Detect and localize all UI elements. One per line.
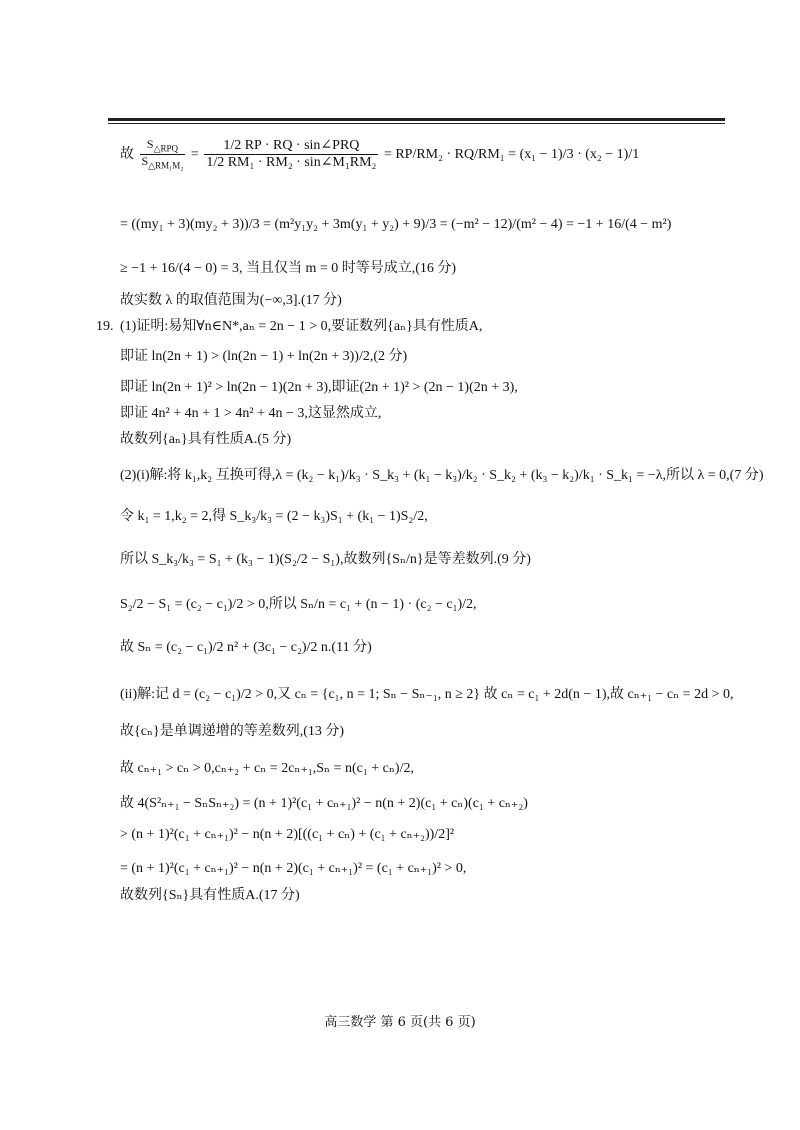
solution-line-simplify: = (n + 1)²(c₁ + cₙ₊₁)² − n(n + 2)(c₁ + cₙ₊₁)² = (c₁ + cₙ₊₁)² > 0, <box>120 861 467 876</box>
header-rule-thin <box>108 123 725 124</box>
solution-line-arithmetic: 所以 S_k₃/k₃ = S₁ + (k₃ − 1)(S₂/2 − S₁),故数列{Sₙ/n}是等差数列.(9 分) <box>120 552 531 567</box>
solution-line-final: 故数列{Sₙ}具有性质A.(17 分) <box>120 888 300 903</box>
solution-line-area-ratio: 故 $\frac{S_{\triangle RPQ}}{S_{\triangle RM_1M_2}}$ = $\frac{\text{1/2 RP · RQ · sin∠PRQ}}{\text{1/2 RM₁ · RM₂ · sin∠M₁RM₂}}$ = RP/RM₂ · RQ/RM₁ = (x₁ − 1)/3 · (x₂ − 1)/1 <box>120 137 640 171</box>
solution-line-sn-formula: 故 Sₙ = (c₂ − c₁)/2 n² + (3c₁ − c₂)/2 n.(11 分) <box>120 640 372 655</box>
solution-line-polynomial: 即证 4n² + 4n + 1 > 4n² + 4n − 3,这显然成立, <box>120 406 382 421</box>
solution-line-inequality: > (n + 1)²(c₁ + cₙ₊₁)² − n(n + 2)[((c₁ + cₙ) + (c₁ + cₙ₊₂))/2]² <box>120 827 455 842</box>
solution-line-increasing: 故{cₙ}是单调递增的等差数列,(13 分) <box>120 724 345 739</box>
solution-line-ln-square: 即证 ln(2n + 1)² > ln(2n − 1)(2n + 3),即证(2n + 1)² > (2n − 1)(2n + 3), <box>120 380 518 395</box>
header-rule-thick <box>108 118 725 121</box>
solution-line-sn-over-n: S₂/2 − S₁ = (c₂ − c₁)/2 > 0,所以 Sₙ/n = c₁ + (n − 1) · (c₂ − c₁)/2, <box>120 597 477 612</box>
solution-line-lambda-range: 故实数 λ 的取值范围为(−∞,3].(17 分) <box>120 293 342 308</box>
solution-line-bound: ≥ −1 + 16/(4 − 0) = 3, 当且仅当 m = 0 时等号成立,(16 分) <box>120 261 457 276</box>
solution-line-part2i-swap: (2)(i)解:将 k₁,k₂ 互换可得,λ = (k₂ − k₁)/k₃ · S_k₃ + (k₁ − k₃)/k₂ · S_k₂ + (k₃ − k₂)/k₁ · S_k₁ = −λ,所以 λ = 0,(7 分) <box>120 468 764 483</box>
problem-19-number: 19. <box>96 319 114 334</box>
solution-line-part1-conclusion: 故数列{aₙ}具有性质A.(5 分) <box>120 432 292 447</box>
solution-line-part2ii: (ii)解:记 d = (c₂ − c₁)/2 > 0,又 cₙ = {c₁, n = 1; Sₙ − Sₙ₋₁, n ≥ 2} 故 cₙ = c₁ + 2d(n − 1),故 cₙ₊₁ − cₙ = 2d > 0, <box>120 687 734 702</box>
solution-line-4s: 故 4(S²ₙ₊₁ − SₙSₙ₊₂) = (n + 1)²(c₁ + cₙ₊₁)² − n(n + 2)(c₁ + cₙ)(c₁ + cₙ₊₂) <box>120 796 528 811</box>
solution-line-part1-start: (1)证明:易知∀n∈N*,aₙ = 2n − 1 > 0,要证数列{aₙ}具有性质A, <box>120 319 483 334</box>
solution-line-expand: = ((my₁ + 3)(my₂ + 3))/3 = (m²y₁y₂ + 3m(y₁ + y₂) + 9)/3 = (−m² − 12)/(m² − 4) = −1 + 16/(4 − m²) <box>120 217 672 232</box>
solution-line-sn-sum: 故 cₙ₊₁ > cₙ > 0,cₙ₊₂ + cₙ = 2cₙ₊₁,Sₙ = n(c₁ + cₙ)/2, <box>120 761 414 776</box>
solution-line-ln-inequality: 即证 ln(2n + 1) > (ln(2n − 1) + ln(2n + 3))/2,(2 分) <box>120 349 408 364</box>
page-footer: 高三数学 第 6 页(共 6 页) <box>324 1015 476 1030</box>
solution-line-set-k: 令 k₁ = 1,k₂ = 2,得 S_k₃/k₃ = (2 − k₃)S₁ + (k₁ − 1)S₂/2, <box>120 509 428 524</box>
